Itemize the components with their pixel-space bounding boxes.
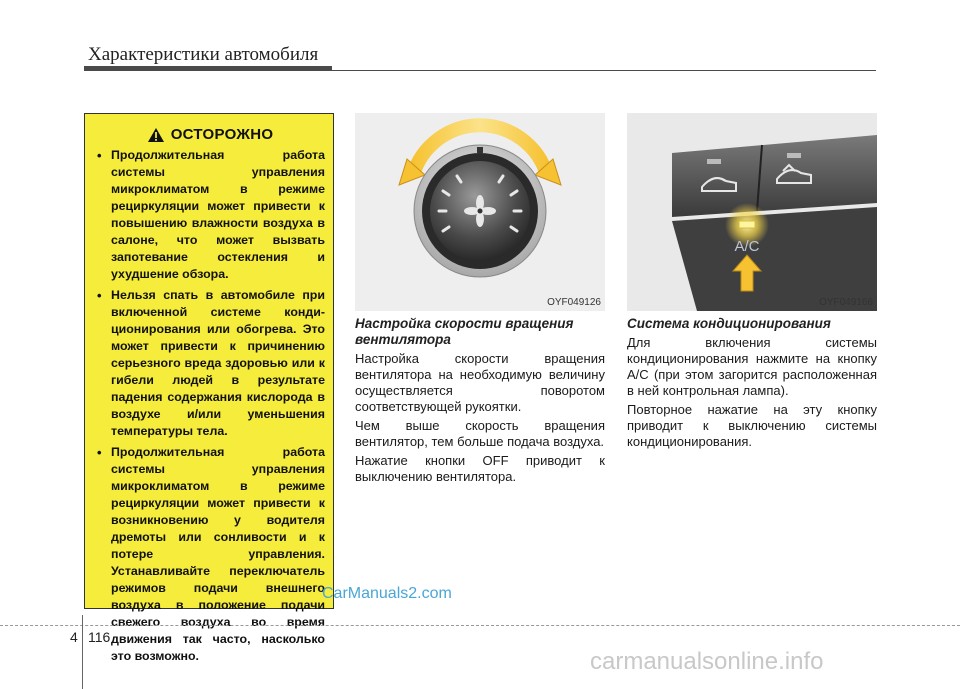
warning-list — [95, 147, 325, 665]
ac-section — [627, 316, 877, 453]
fan-speed-knob-icon — [355, 113, 605, 311]
figure-code: OYF049126 — [547, 297, 601, 308]
paragraph: Настройка скорости вращения вентилятора на необходимую величину осуществляется поворотом соответствующей рукоятки. — [355, 351, 605, 414]
fan-speed-section — [355, 316, 605, 488]
header-rule — [84, 70, 876, 71]
paragraph: Чем выше скорость вращения вентилятор, тем больше подача воздуха. — [355, 418, 605, 449]
section-heading: Система кондиционирования — [627, 316, 831, 331]
page-header-title: Характеристики автомобиля — [88, 44, 319, 65]
ac-button-figure — [627, 113, 877, 311]
chapter-number: 4 — [70, 629, 78, 645]
watermark: carmanualsonline.info — [590, 648, 824, 675]
warning-item: • Продолжительная работа системы управления микроклиматом в режиме рециркуляции может привести к возникновению у водителя дремоты или сонливости и к потере управления. Устанавливайте переключатель режимов подачи внешнего воздуха в положение подачи свежего воздуха во время движения так часто, насколько это возможно. — [95, 444, 325, 665]
paragraph: Нажатие кнопки OFF приводит к выключению вентилятора. — [355, 453, 605, 484]
warning-triangle-icon — [147, 127, 165, 143]
page-number: 116 — [88, 629, 111, 645]
ac-button-panel-icon — [627, 113, 877, 311]
figure-code: OYF049166 — [819, 297, 873, 308]
svg-text:A/C: A/C — [734, 238, 760, 255]
watermark-link[interactable]: CarManuals2.com — [322, 585, 452, 602]
fan-speed-figure — [355, 113, 605, 311]
footer-divider — [82, 615, 83, 689]
warning-item: • Нельзя спать в автомобиле при включенной системе конди-ционирования или обогрева. Это может привести к причинению серьезного вреда здоровью или к гибели людей в результате падения содержания кислорода в воздухе и/или уменьшения температуры тела. — [95, 287, 325, 440]
section-heading: Настройка скорости вращения вентилятора — [355, 316, 574, 347]
warning-title: ОСТОРОЖНО — [170, 126, 274, 143]
warning-item: • Продолжительная работа системы управления микроклиматом в режиме рециркуляции может привести к повышению влажности воздуха в салоне, что может вызвать запотевание остекления и ухудшение обзора. — [95, 147, 325, 283]
footer-rule — [0, 625, 960, 626]
paragraph: Для включения системы кондиционирования нажмите на кнопку A/C (при этом загорится расположенная в ней контрольная лампа). — [627, 335, 877, 398]
paragraph: Повторное нажатие на эту кнопку приводит к выключению системы кондиционирования. — [627, 402, 877, 449]
warning-header — [95, 126, 325, 143]
